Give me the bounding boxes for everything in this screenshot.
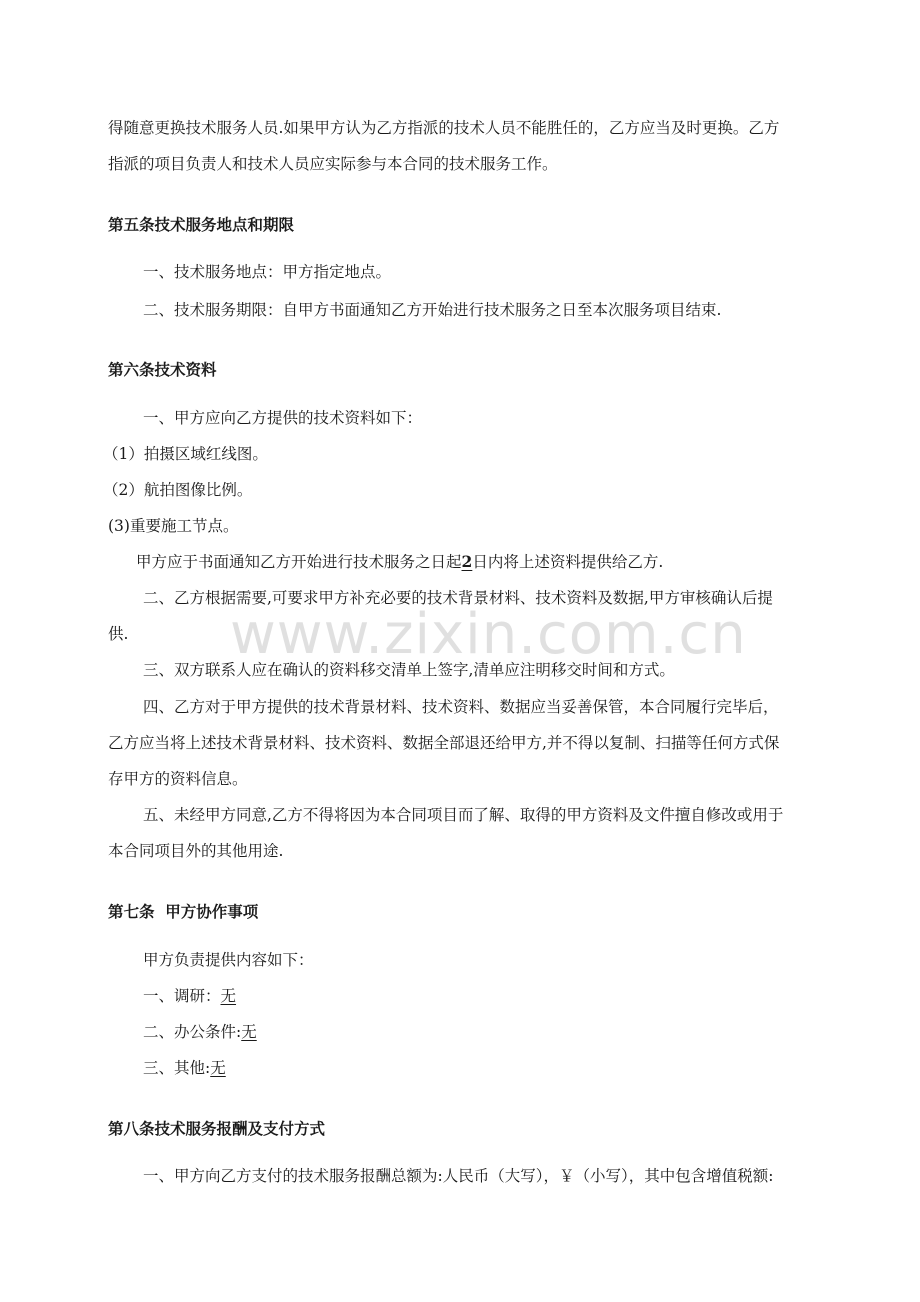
paragraph-line: 供. (108, 625, 129, 643)
text-run: 二、办公条件: (143, 1023, 242, 1041)
text-run: 日内将上述资料提供给乙方. (472, 553, 664, 571)
watermark: www.zixin.com.cn (230, 602, 747, 667)
section-heading-7: 第七条 甲方协作事项 (108, 902, 259, 921)
list-item: （1）拍摄区域红线图。 (103, 445, 268, 463)
days-value: 2 (461, 552, 473, 571)
paragraph-line: 三、双方联系人应在确认的资料移交清单上签字,清单应注明移交时间和方式。 (143, 661, 675, 679)
paragraph-line: 指派的项目负责人和技术人员应实际参与本合同的技术服务工作。 (108, 155, 558, 173)
paragraph-line: 乙方应当将上述技术背景材料、技术资料、数据全部退还给甲方,并不得以复制、扫描等任何方式保 (108, 734, 780, 752)
list-item: (3)重要施工节点。 (108, 517, 239, 535)
filled-value: 无 (220, 987, 237, 1005)
paragraph-line: 五、未经甲方同意,乙方不得将因为本合同项目而了解、取得的甲方资料及文件擅自修改或用于 (143, 806, 784, 824)
paragraph-line: 一、甲方向乙方支付的技术服务报酬总额为:人民币（大写），￥（小写），其中包含增值税额: (143, 1167, 774, 1185)
filled-value: 无 (210, 1059, 226, 1077)
section-heading-6: 第六条技术资料 (108, 360, 217, 379)
paragraph-line: 二、技术服务期限：自甲方书面通知乙方开始进行技术服务之日至本次服务项目结束. (143, 301, 722, 319)
paragraph-line: 一、甲方应向乙方提供的技术资料如下： (143, 409, 423, 427)
section-heading-5: 第五条技术服务地点和期限 (108, 215, 295, 234)
paragraph-line (0, 1058, 920, 1078)
paragraph-line: 二、乙方根据需要,可要求甲方补充必要的技术背景材料、技术资料及数据,甲方审核确认后提 (143, 589, 773, 607)
filled-value: 无 (241, 1023, 257, 1041)
text-run: 三、其他: (143, 1059, 211, 1077)
text-run: 一、调研： (143, 987, 221, 1005)
paragraph-line: 存甲方的资料信息。 (108, 770, 248, 788)
section-heading-8: 第八条技术服务报酬及支付方式 (108, 1119, 326, 1138)
paragraph-line (0, 986, 920, 1006)
paragraph-line: 本合同项目外的其他用途. (108, 842, 284, 860)
paragraph-line (0, 552, 920, 572)
paragraph-line: 四、乙方对于甲方提供的技术背景材料、技术资料、数据应当妥善保管，本合同履行完毕后， (143, 698, 779, 716)
list-item: （2）航拍图像比例。 (103, 481, 253, 499)
paragraph-line: 甲方负责提供内容如下： (143, 951, 314, 969)
paragraph-line (0, 1022, 920, 1042)
paragraph-line: 得随意更换技术服务人员.如果甲方认为乙方指派的技术人员不能胜任的，乙方应当及时更换。乙方 (108, 119, 780, 137)
text-run: 甲方应于书面通知乙方开始进行技术服务之日起 (136, 553, 462, 571)
paragraph-line: 一、技术服务地点：甲方指定地点。 (143, 263, 392, 281)
